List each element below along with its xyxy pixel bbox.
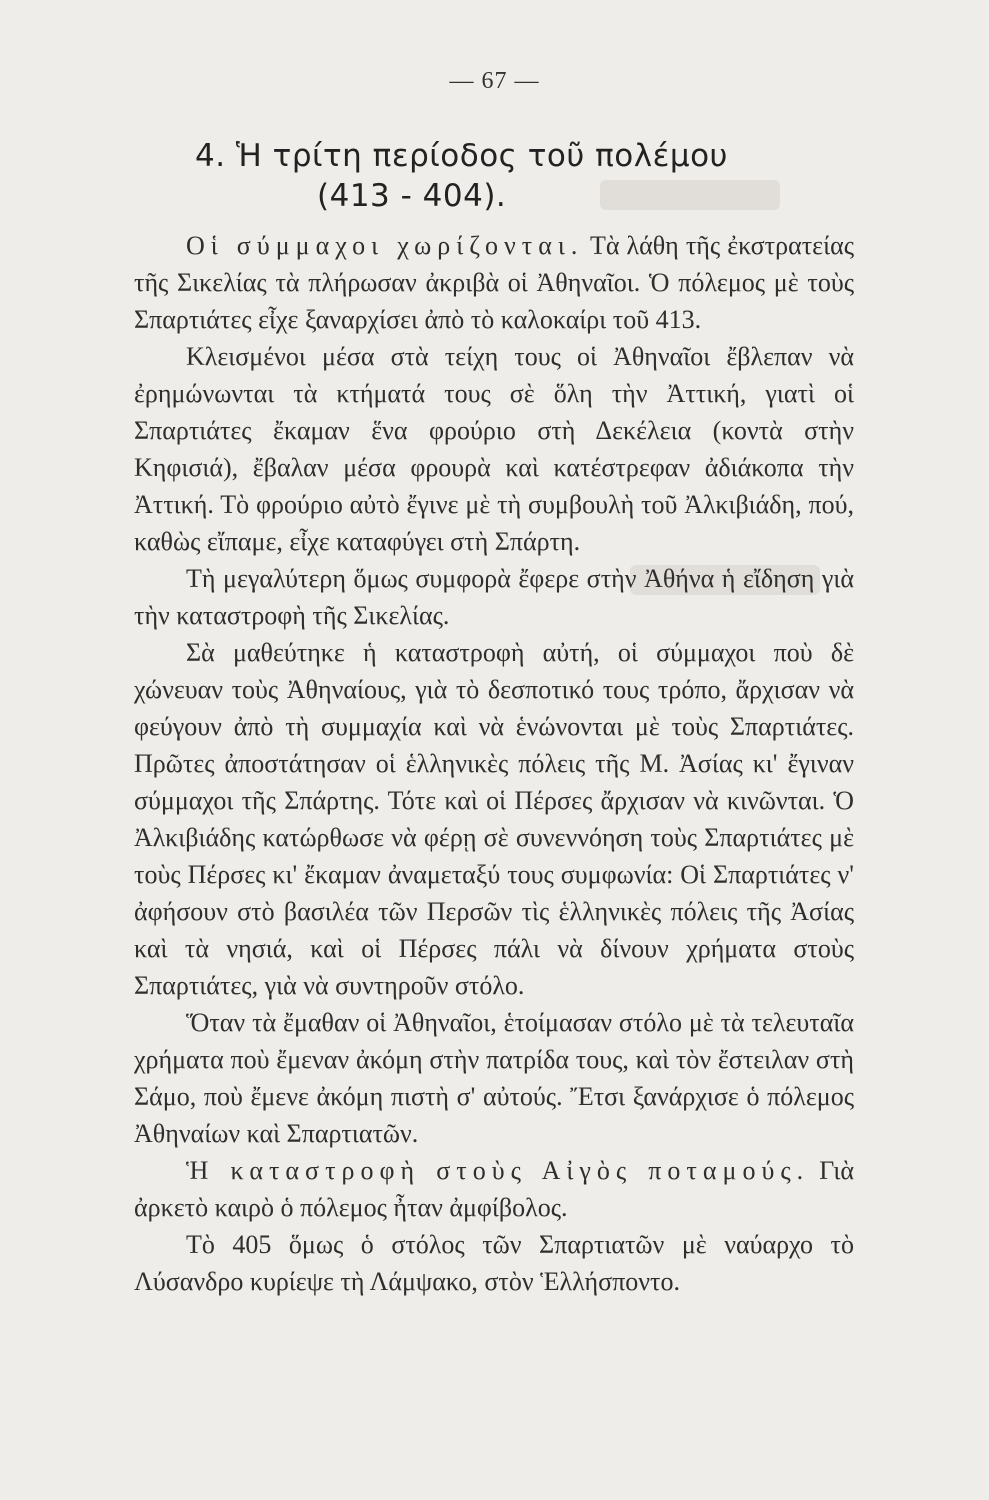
paragraph — [134, 227, 854, 338]
paragraph — [134, 1152, 854, 1226]
paragraph: Τὸ 405 ὅμως ὁ στόλος τῶν Σπαρτιατῶν μὲ ναύαρχο τὸ Λύσανδρο κυρίεψε τὴ Λάμψακο, στὸν Ἑλλήσποντο. — [134, 1230, 854, 1296]
paragraph: Κλεισμένοι μέσα στὰ τείχη τους οἱ Ἀθηναῖοι ἔβλεπαν νὰ ἐρημώνωνται τὰ κτήματά τους σὲ ὅλη τὴν Ἀττική, γιατὶ οἱ Σπαρτιάτες ἔκαμαν ἕνα φρούριο στὴ Δεκέλεια (κοντὰ στὴν Κηφισιά), ἔβαλαν μέσα φρουρὰ καὶ κατέστρεφαν ἀδιάκοπα τὴν Ἀττική. Τὸ φρούριο αὐτὸ ἔγινε μὲ τὴ συμβουλὴ τοῦ Ἀλκιβιάδη, πού, καθὼς εἴπαμε, εἶχε καταφύγει στὴ Σπάρτη. — [134, 342, 854, 556]
section-lead: Οἱ σύμμαχοι χωρίζονται. — [186, 231, 584, 260]
paragraph: Σὰ μαθεύτηκε ἡ καταστροφὴ αὐτή, οἱ σύμμαχοι ποὺ δὲ χώνευαν τοὺς Ἀθηναίους, γιὰ τὸ δεσποτικό τους τρόπο, ἄρχισαν νὰ φεύγουν ἀπὸ τὴ συμμαχία καὶ νὰ ἑνώνονται μὲ τοὺς Σπαρτιάτες. Πρῶτες ἀποστάτησαν οἱ ἑλληνικὲς πόλεις τῆς Μ. Ἀσίας κι' ἔγιναν σύμμαχοι τῆς Σπάρτης. Τότε καὶ οἱ Πέρσες ἄρχισαν νὰ κινῶνται. Ὁ Ἀλκιβιάδης κατώρθωσε νὰ φέρῃ σὲ συνεννόηση τοὺς Σπαρτιάτες μὲ τοὺς Πέρσες κι' ἔκαμαν ἀναμεταξύ τους συμφωνία: Οἱ Σπαρτιάτες ν' ἀφήσουν στὸ βασιλέα τῶν Περσῶν τὶς ἑλληνικὲς πόλεις τῆς Ἀσίας καὶ τὰ νησιά, καὶ οἱ Πέρσες πάλι νὰ δίνουν χρήματα στοὺς Σπαρτιάτες, γιὰ νὰ συντηροῦν στόλο. — [134, 638, 854, 1000]
page-number: — 67 — — [449, 68, 540, 94]
chapter-heading — [195, 136, 728, 216]
section-lead: Ἡ καταστροφὴ στοὺς Αἰγὸς ποταμούς. — [186, 1156, 810, 1185]
paragraph-text: Γιὰ ἀρκετὸ καιρὸ ὁ πόλεμος ἦταν ἀμφίβολος. — [134, 1156, 855, 1222]
paragraph: Ὅταν τὰ ἔμαθαν οἱ Ἀθηναῖοι, ἑτοίμασαν στόλο μὲ τὰ τελευταῖα χρήματα ποὺ ἔμεναν ἀκόμη στὴν πατρίδα τους, καὶ τὸν ἔστειλαν στὴ Σάμο, ποὺ ἔμενε ἀκόμη πιστὴ σ' αὐτούς. Ἔτσι ξανάρχισε ὁ πόλεμος Ἀθηναίων καὶ Σπαρτιατῶν. — [134, 1008, 854, 1148]
paragraph: Τὴ μεγαλύτερη ὅμως συμφορὰ ἔφερε στὴν Ἀθήνα ἡ εἴδηση γιὰ τὴν καταστροφὴ τῆς Σικελίας. — [134, 564, 854, 630]
chapter-heading-dates: (413 - 404). — [317, 178, 507, 214]
paragraph-text: Τὰ λάθη τῆς ἐκστρατείας τῆς Σικελίας τὰ πλήρωσαν ἀκριβὰ οἱ Ἀθηναῖοι. Ὁ πόλεμος μὲ τοὺς Σπαρτιάτες εἶχε ξαναρχίσει ἀπὸ τὸ καλοκαίρι τοῦ 413. — [134, 231, 854, 334]
body-text — [134, 227, 854, 1300]
chapter-heading-title: 4. Ἡ τρίτη περίοδος τοῦ πολέμου — [195, 138, 728, 174]
